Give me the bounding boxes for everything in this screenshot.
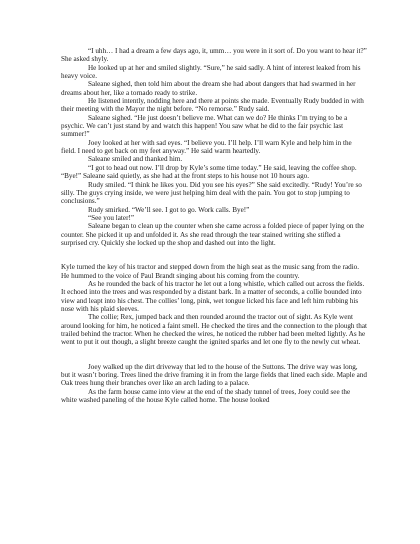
paragraph: Rudy smirked. “We’ll see. I got to go. Work calls. Bye!” bbox=[88, 205, 250, 214]
paragraph: Saleane sighed, then told him about the dream she had about dangers that had swarmed in her dreams about her, like a tornado ready to strike. bbox=[61, 80, 356, 97]
paragraph: “I got to head out now. I’ll drop by Kyle’s some time today.” He said, leaving the coffee shop. “Bye!” Saleane said quietly, as she had at the front steps to his house not 10 hours ago. bbox=[61, 163, 357, 181]
paragraph: “I uhh… I had a dream a few days ago, it, umm… you were in it sort of. Do you want to hear it?” She asked shyly. bbox=[61, 47, 367, 64]
paragraph: He looked up at her and smiled slightly. “Sure,” he said sadly. A hint of interest leaked from his heavy voice. bbox=[61, 63, 361, 81]
paragraph: As he rounded the back of his tractor he let out a long whistle, which called out across the fields. It echoed into the trees and was responded by a distant bark. In a matter of seconds, a collie bounded into view and leapt into his chest. The collies’ long, pink, wet tongue licked his face and left him rubbing his nose with his plaid sleeves. bbox=[61, 279, 365, 313]
paragraph: Saleane sighed. “He just doesn’t believe me. What can we do? He thinks I’m trying to be a psychic. We can’t just stand by and watch this happen! You saw what he did to the fair psychic last summer!” bbox=[61, 113, 348, 139]
paragraph: Saleane began to clean up the counter when she came across a folded piece of paper lying on the counter. She picked it up and unfolded it. As she read through the tear stained writing she stifled a surprised cry. Quickly she locked up the shop and dashed out into the light. bbox=[61, 222, 364, 247]
paragraph: Saleane smiled and thanked him. bbox=[88, 155, 183, 164]
section-break bbox=[61, 247, 367, 263]
paragraph: Rudy smiled. “I think he likes you. Did you see his eyes?” She said excitedly. “Rudy! You’re so silly. The guys crying inside, we were just helping him deal with the pain. You got to stop jumping to conclusions.” bbox=[61, 180, 362, 206]
paragraph: As the farm house came into view at the end of the shady tunnel of trees, Joey could see the white washed paneling of the house Kyle called home. The house looked bbox=[61, 387, 351, 405]
paragraph: Kyle turned the key of his tractor and stepped down from the high seat as the music sang from the radio. He hummed to the voice of Paul Brandt singing about his coming from the country. bbox=[61, 263, 360, 280]
section-break bbox=[61, 347, 367, 363]
paragraph: “See you later!” bbox=[88, 213, 134, 222]
paragraph: Joey looked at her with sad eyes. “I believe you. I’ll help. I’ll warn Kyle and help him in the field. I need to get back on my feet anyway.” He said warm heartedly. bbox=[61, 138, 352, 156]
document-body bbox=[61, 47, 367, 404]
paragraph: The collie; Rex, jumped back and then rounded around the tractor out of sight. As Kyle went around looking for him, he noticed a faint smell. He checked the tires and the connection to the plough that trailed behind the tractor. When he checked the wires, he noticed the rubber had been melted lightly. As he went to put it out though, a slight breeze caught the ignited sparks and let one fly to the newly cut wheat. bbox=[61, 313, 367, 347]
paragraph: Joey walked up the dirt driveway that led to the house of the Suttons. The drive way was long, but it wasn’t boring. Trees lined the drive framing it in from the large fields that lined each side. Maple and Oak trees hung their branches over like an arch lading to a palace. bbox=[61, 362, 367, 388]
paragraph: He listened intently, nodding here and there at points she made. Eventually Rudy budded in with their meeting with the Mayor the night before. “No remorse.” Rudy said. bbox=[61, 97, 364, 114]
